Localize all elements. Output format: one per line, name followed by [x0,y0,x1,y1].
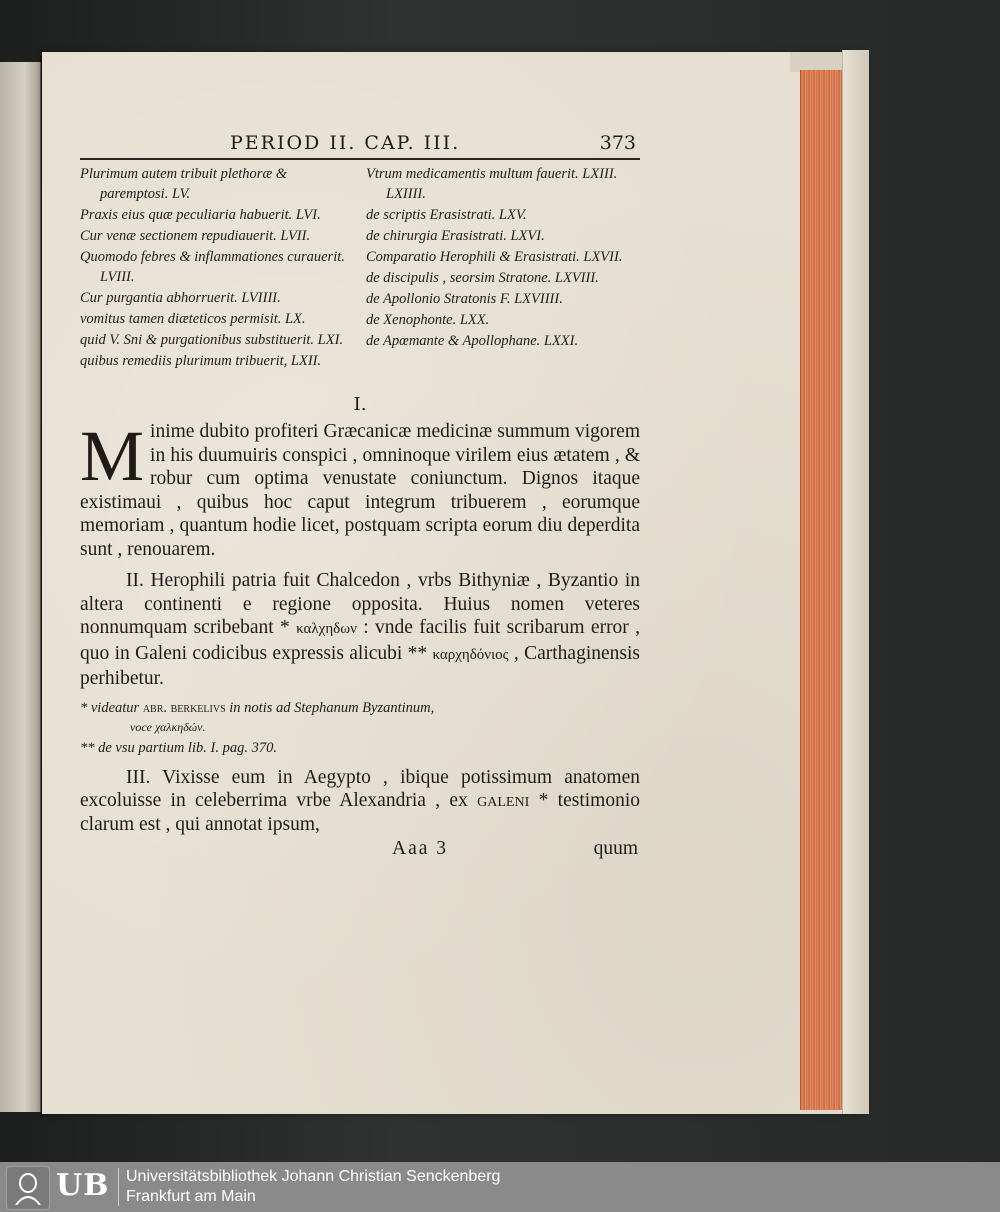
summary-entry: de chirurgia Erasistrati. LXVI. [366,228,545,244]
body-text-continued [80,766,640,837]
page-bottom-line [80,838,640,864]
page-number: 373 [599,132,636,154]
paragraph-1-text: inime dubito profiteri Græcanicæ medicinæ summum vigorem in his duumuiris conspici , omninoque virilem eius ætatem , & robur cum optima venustate coniunctum. Dignos itaque existimaui , quibus hoc caput integrum tribuerem , eorumque memoriam , quantum hodie licet, postquam scripta eorum diu deperdita sunt , renouarem. [80,421,640,560]
summary-entry: de Apœmante & Apollophane. LXXI. [366,333,579,349]
summary-entry: Cur purgantia abhorruerit. LVIIII. [80,290,281,306]
author-name: abr. berkelivs [142,699,226,716]
summary-entry: Plurimum autem tribuit plethoræ & paremptosi. LV. [80,166,288,202]
summary-entry: Cur venæ sectionem repudiauerit. LVII. [80,228,311,244]
page-header [80,130,640,160]
greek-word: καρχηδόνιος [432,646,509,663]
summary-entry: quid V. Sni & purgationibus substituerit. LXI. [80,332,344,348]
institution-line-2: Frankfurt am Main [126,1188,256,1205]
footnote-text: in notis ad Stephanum Byzantinum, [225,699,435,716]
body-text [80,416,641,691]
footer-divider [118,1168,119,1206]
chapter-summary [80,164,640,372]
summary-entry: Vtrum medicamentis multum fauerit. LXIII. LXIIII. [366,166,618,202]
summary-entry: vomitus tamen diæteticos permisit. LX. [80,311,306,327]
summary-entry: de scriptis Erasistrati. LXV. [366,207,527,223]
drop-cap: M [80,416,145,496]
section-number: I. [353,394,367,415]
summary-entry: quibus remediis plurimum tribuerit, LXII. [80,353,322,369]
paragraph-3-text: III. Vixisse eum in Aegypto , ibique potissimum anatomen excoluisse in celeberrima vrbe Alexandria , ex [80,766,640,811]
library-footer [0,1162,1000,1212]
summary-right-column [366,164,640,372]
institution-name [126,1167,500,1207]
institution-line-1: Universitätsbibliothek Johann Christian Senckenberg [126,1168,501,1185]
paragraph-3 [80,766,640,837]
paragraph-2-text: : vnde facilis fuit scribarum error , quo in Galeni codicibus expressis alicubi ** [80,617,641,664]
logo-text: UB [56,1168,110,1203]
red-fore-edge [800,70,843,1110]
summary-entry: de Xenophonte. LXX. [366,312,490,328]
author-name: galeni [477,790,530,811]
paragraph-2-text: , Carthaginensis perhibetur. [80,642,640,689]
signature-mark: Aaa 3 [392,838,449,859]
summary-entry: de Apollonio Stratonis F. LXVIIII. [366,291,563,307]
summary-entry: de discipulis , seorsim Stratone. LXVIII. [366,270,599,286]
footnote-continuation: voce χαλκηδών. [130,719,206,734]
paragraph-2-text: II. Herophili patria fuit Chalcedon , vrbs Bithyniæ , Byzantio in altera continenti e regione opposita. Huius nomen veteres nonnumquam scribebant * [80,570,640,638]
footnote-1 [80,699,640,737]
footnote-text: * videatur [80,699,143,716]
catchword: quum [593,838,638,859]
summary-left-column [80,164,354,372]
summary-entry: Praxis eius quæ peculiaria habuerit. LVI. [80,207,321,223]
book-board [842,50,869,1114]
page-content [80,130,640,864]
paragraph-2 [80,569,640,691]
paragraph-3-text: * testimonio clarum est , qui annotat ipsum, [80,790,640,835]
paragraph-1 [80,416,640,561]
greek-word: καλχηδων [296,621,357,637]
portrait-icon [6,1166,50,1210]
footnote-2: ** de vsu partium lib. I. pag. 370. [80,739,277,756]
summary-entry: Quomodo febres & inflammationes curauerit. LVIII. [80,249,345,285]
facing-page-edge [0,62,41,1112]
running-head: PERIOD II. CAP. III. [230,132,461,154]
library-logo[interactable] [6,1166,116,1208]
summary-entry: Comparatio Herophili & Erasistrati. LXVII. [366,249,623,265]
